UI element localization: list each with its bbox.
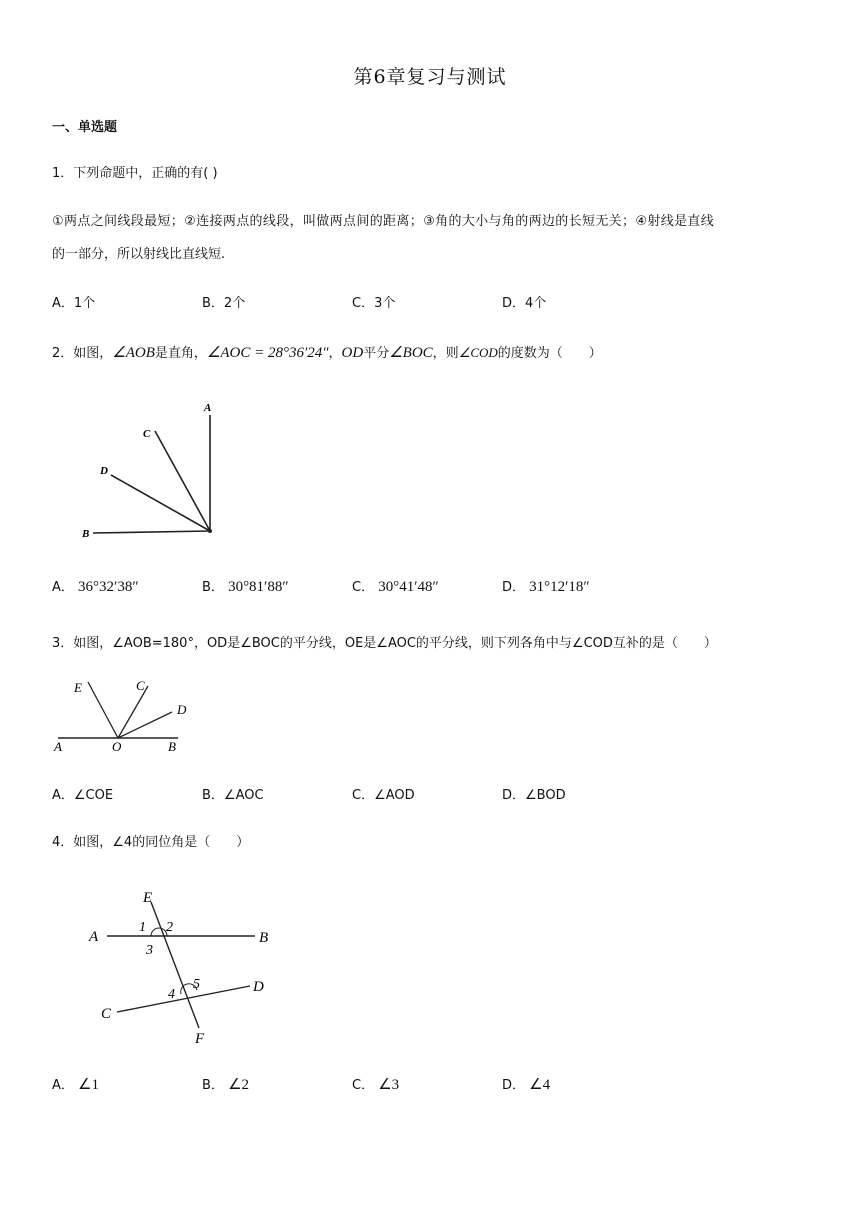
q4-line-ef xyxy=(151,902,199,1028)
q4-option-b-value: ∠2 xyxy=(228,1077,250,1093)
q2-ray-ob xyxy=(93,531,210,533)
q3-label-d: D xyxy=(177,702,187,717)
q1-option-d[interactable]: D．4个 xyxy=(502,296,547,311)
q3-label-c: C xyxy=(136,678,145,693)
q2-option-d-letter: D． xyxy=(502,580,526,595)
q2-stem xyxy=(52,342,602,362)
q2-option-d-value: 31°12′18″ xyxy=(529,579,590,595)
q4-label-c: C xyxy=(101,1006,112,1022)
q3-option-d[interactable]: D．∠BOD xyxy=(502,788,566,803)
q4-line-cd xyxy=(117,986,250,1012)
q2-angle-cod: ∠COD xyxy=(458,345,498,360)
q3-figure xyxy=(50,672,200,756)
q2-label-d: D xyxy=(100,465,108,477)
q3-stem: 3．如图，∠AOB=180°，OD是∠BOC的平分线，OE是∠AOC的平分线，则下列各角中与∠COD互补的是（ ） xyxy=(52,636,717,651)
q2-option-a-letter: A． xyxy=(52,580,74,595)
q2-option-a[interactable] xyxy=(52,576,139,596)
q2-text-4: ，则 xyxy=(432,346,459,361)
q1-option-a[interactable]: A．1个 xyxy=(52,296,96,311)
q3-label-a: A xyxy=(54,739,62,754)
q2-text-3: 平分 xyxy=(363,346,390,361)
q3-option-b[interactable]: B．∠AOC xyxy=(202,788,264,803)
q3-label-b: B xyxy=(168,739,176,754)
q4-angle-4: 4 xyxy=(168,987,175,1002)
q2-label-b: B xyxy=(82,528,90,540)
q4-label-b: B xyxy=(259,930,269,946)
q4-option-c-letter: C． xyxy=(352,1078,375,1093)
q4-option-a-value: ∠1 xyxy=(78,1077,99,1093)
q4-option-b-letter: B． xyxy=(202,1078,224,1093)
q2-vertex-o xyxy=(208,529,212,533)
q2-text-1: 是直角， xyxy=(154,346,207,361)
q4-arc-top xyxy=(151,928,167,936)
q4-label-f: F xyxy=(195,1031,205,1047)
q3-ray-oe xyxy=(88,682,118,738)
q2-label-c: C xyxy=(143,428,151,440)
q2-text-2: ， xyxy=(328,346,342,361)
q2-option-c-value: 30°41′48″ xyxy=(378,579,439,595)
q1-line2: 的一部分，所以射线比直线短. xyxy=(52,247,226,262)
section-heading: 一、单选题 xyxy=(52,120,118,135)
q4-angle-2: 2 xyxy=(166,920,173,935)
q2-text-5: 的度数为（ ） xyxy=(497,346,602,361)
q4-option-c-value: ∠3 xyxy=(378,1077,400,1093)
page-title: 第6章复习与测试 xyxy=(353,66,507,88)
q2-ray-od: OD xyxy=(341,345,364,361)
q2-angle-boc: ∠BOC xyxy=(389,345,433,361)
q4-option-b[interactable] xyxy=(202,1074,249,1094)
q2-option-a-value: 36°32′38″ xyxy=(78,579,139,595)
q4-figure xyxy=(85,880,285,1050)
q4-angle-1: 1 xyxy=(139,920,146,935)
q2-label-a: A xyxy=(204,402,212,414)
q2-angle-aob: ∠AOB xyxy=(112,345,155,361)
q2-option-d[interactable] xyxy=(502,576,590,596)
q4-label-a: A xyxy=(89,929,99,945)
q4-option-d[interactable] xyxy=(502,1074,550,1094)
q1-line1: ①两点之间线段最短；②连接两点的线段，叫做两点间的距离；③角的大小与角的两边的长短无关；④射线是直线 xyxy=(52,214,715,229)
q1-stem: 1．下列命题中，正确的有( ) xyxy=(52,166,218,181)
q4-stem: 4．如图，∠4的同位角是（ ） xyxy=(52,835,250,850)
q2-option-c[interactable] xyxy=(352,576,439,596)
q4-angle-5: 5 xyxy=(193,977,200,992)
q3-option-a[interactable]: A．∠COE xyxy=(52,788,114,803)
q1-option-c[interactable]: C．3个 xyxy=(352,296,396,311)
q4-label-d: D xyxy=(253,979,264,995)
q2-angle-aoc: ∠AOC = 28°36′24″ xyxy=(206,345,329,361)
q2-option-b-value: 30°81′88″ xyxy=(228,579,289,595)
q3-option-c[interactable]: C．∠AOD xyxy=(352,788,415,803)
q2-figure xyxy=(75,395,235,545)
q3-label-e: E xyxy=(74,680,82,695)
q4-option-c[interactable] xyxy=(352,1074,399,1094)
q4-option-d-value: ∠4 xyxy=(529,1077,551,1093)
q4-option-a-letter: A． xyxy=(52,1078,74,1093)
q4-angle-3: 3 xyxy=(146,943,153,958)
q4-option-d-letter: D． xyxy=(502,1078,526,1093)
q3-label-o: O xyxy=(112,739,122,754)
q2-option-b-letter: B． xyxy=(202,580,224,595)
q2-option-c-letter: C． xyxy=(352,580,375,595)
q4-label-e: E xyxy=(143,890,153,906)
q1-option-b[interactable]: B．2个 xyxy=(202,296,246,311)
q2-prefix: 2．如图， xyxy=(52,346,113,361)
q2-option-b[interactable] xyxy=(202,576,289,596)
q4-option-a[interactable] xyxy=(52,1074,99,1094)
